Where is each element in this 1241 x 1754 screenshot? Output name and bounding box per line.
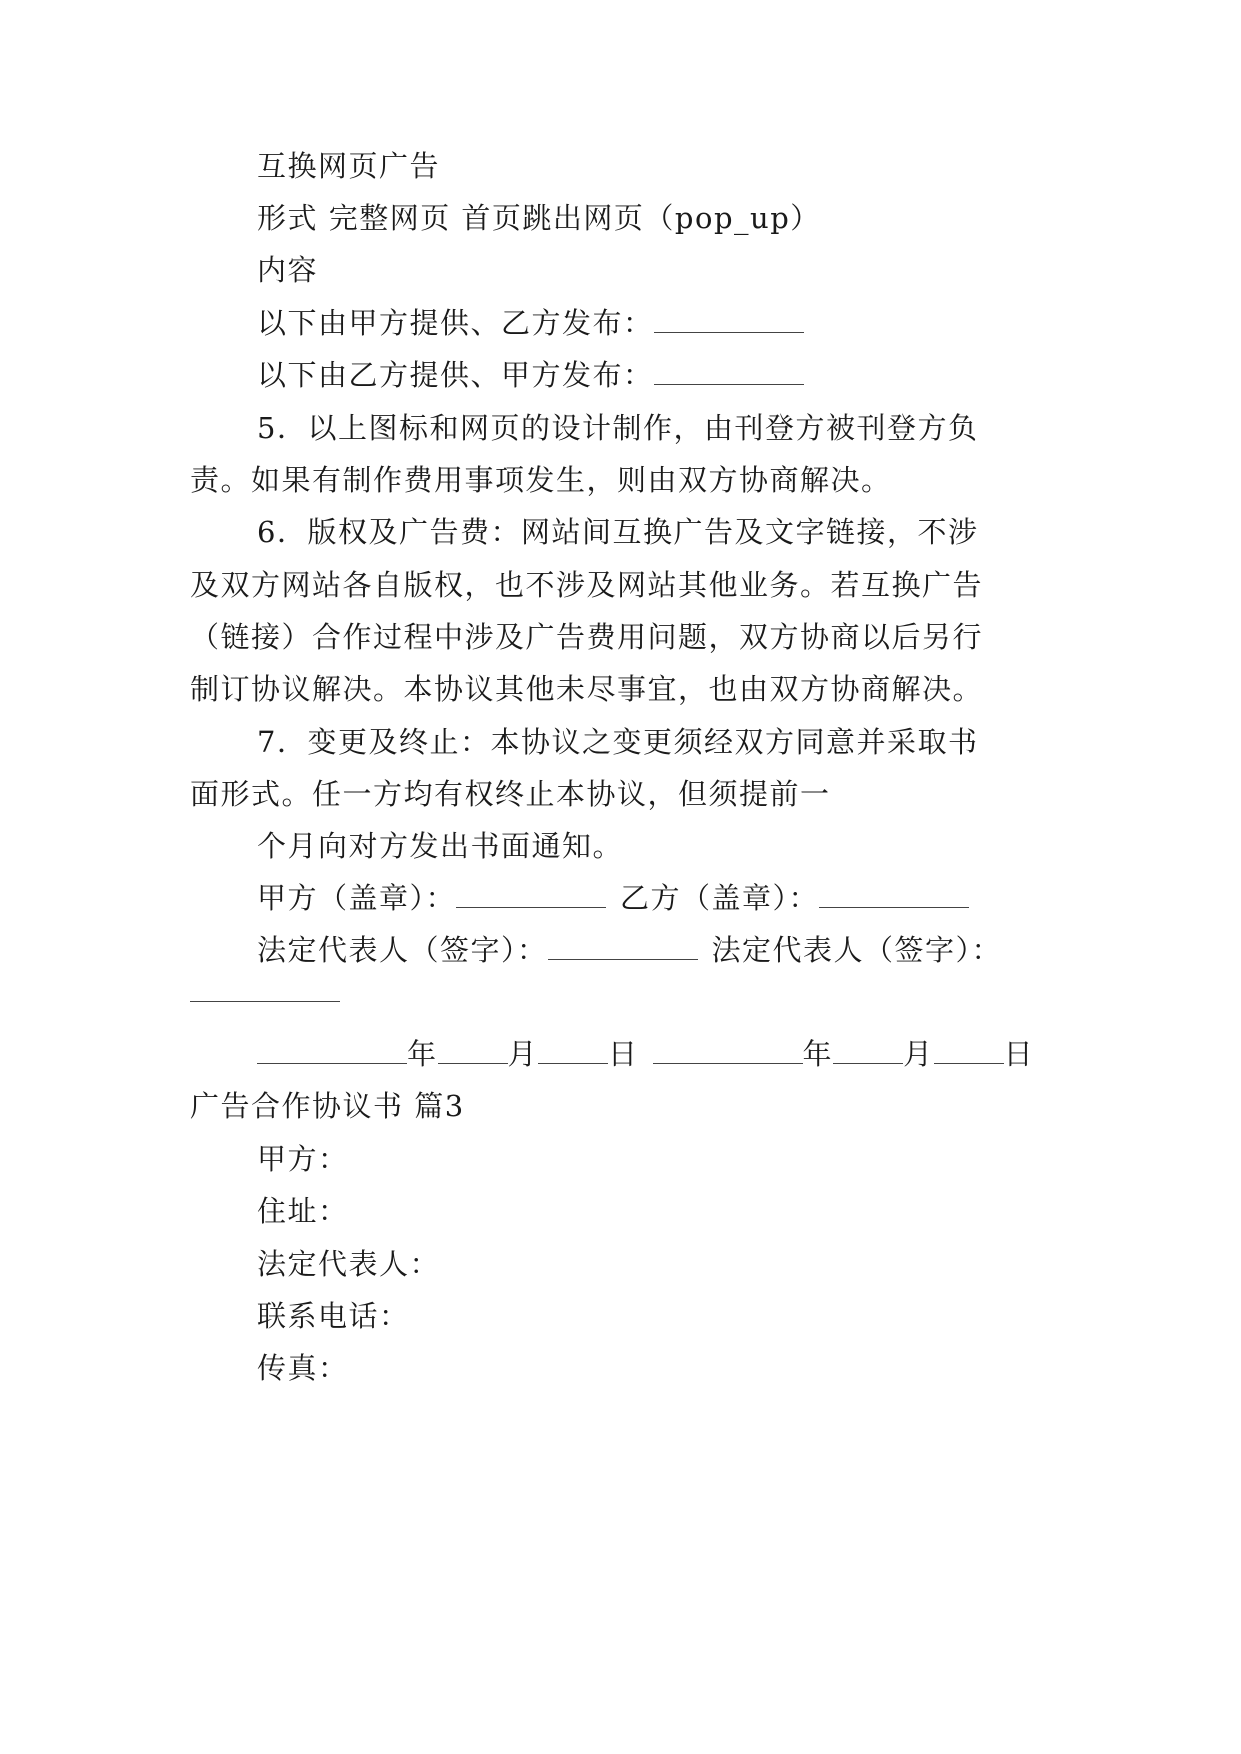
clause-5-line-2: 责。如果有制作费用事项发生，则由双方协商解决。 [190,463,892,497]
blank-line [548,939,698,960]
field-address: 住址： [257,1194,349,1228]
party-b-provides-line [257,355,804,395]
party-a-provides-line [257,303,804,343]
field-phone: 联系电话： [257,1299,410,1333]
blank-year [257,1043,407,1064]
day-label: 日 [1003,1037,1035,1071]
field-legal-rep: 法定代表人： [257,1247,441,1281]
content-label: 内容 [257,253,319,287]
party-a-seal-label: 甲方（盖章）： [257,881,457,915]
month-label: 月 [903,1037,934,1071]
party-a-rep-label: 法定代表人（签字）： [257,933,548,967]
party-b-seal-label: 乙方（盖章）： [620,881,820,915]
field-party-a: 甲方： [257,1142,349,1176]
blank-month [438,1043,508,1064]
blank-line [819,887,969,908]
clause-7-line-1: 7．变更及终止：本协议之变更须经双方同意并采取书 [257,725,979,759]
party-b-provides-label: 以下由乙方提供、甲方发布： [257,358,654,392]
date-line [257,1034,1034,1074]
blank-line [654,312,804,333]
representative-line [257,930,1002,970]
blank-year [653,1043,803,1064]
clause-6-line-3: （链接）合作过程中涉及广告费用问题，双方协商以后另行 [190,620,984,654]
month-label: 月 [507,1037,539,1071]
clause-7-line-3: 个月向对方发出书面通知。 [257,829,624,863]
year-label: 年 [407,1037,438,1071]
clause-5-line-1: 5．以上图标和网页的设计制作，由刊登方被刊登方负 [257,411,979,445]
field-fax: 传真： [257,1351,349,1385]
day-label: 日 [608,1037,639,1071]
blank-month [833,1043,903,1064]
party-b-rep-label: 法定代表人（签字）： [711,933,1003,967]
clause-7-line-2: 面形式。任一方均有权终止本协议，但须提前一 [190,777,831,811]
section-title: 广告合作协议书 篇3 [190,1089,465,1123]
year-label: 年 [802,1037,834,1071]
blank-line [456,887,606,908]
form-line: 形式 完整网页 首页跳出网页（pop_up） [257,201,821,235]
party-a-provides-label: 以下由甲方提供、乙方发布： [257,306,654,340]
blank-day [934,1043,1004,1064]
clause-6-line-2: 及双方网站各自版权，也不涉及网站其他业务。若互换广告 [190,568,984,602]
heading-exchange-ads: 互换网页广告 [257,149,441,183]
clause-6-line-1: 6．版权及广告费：网站间互换广告及文字链接，不涉 [257,515,979,549]
clause-6-line-4: 制订协议解决。本协议其他未尽事宜，也由双方协商解决。 [190,672,984,706]
seal-line [257,878,969,918]
representative-overflow-line [190,972,340,1012]
blank-line [190,981,340,1002]
blank-day [538,1043,608,1064]
blank-line [654,364,804,385]
